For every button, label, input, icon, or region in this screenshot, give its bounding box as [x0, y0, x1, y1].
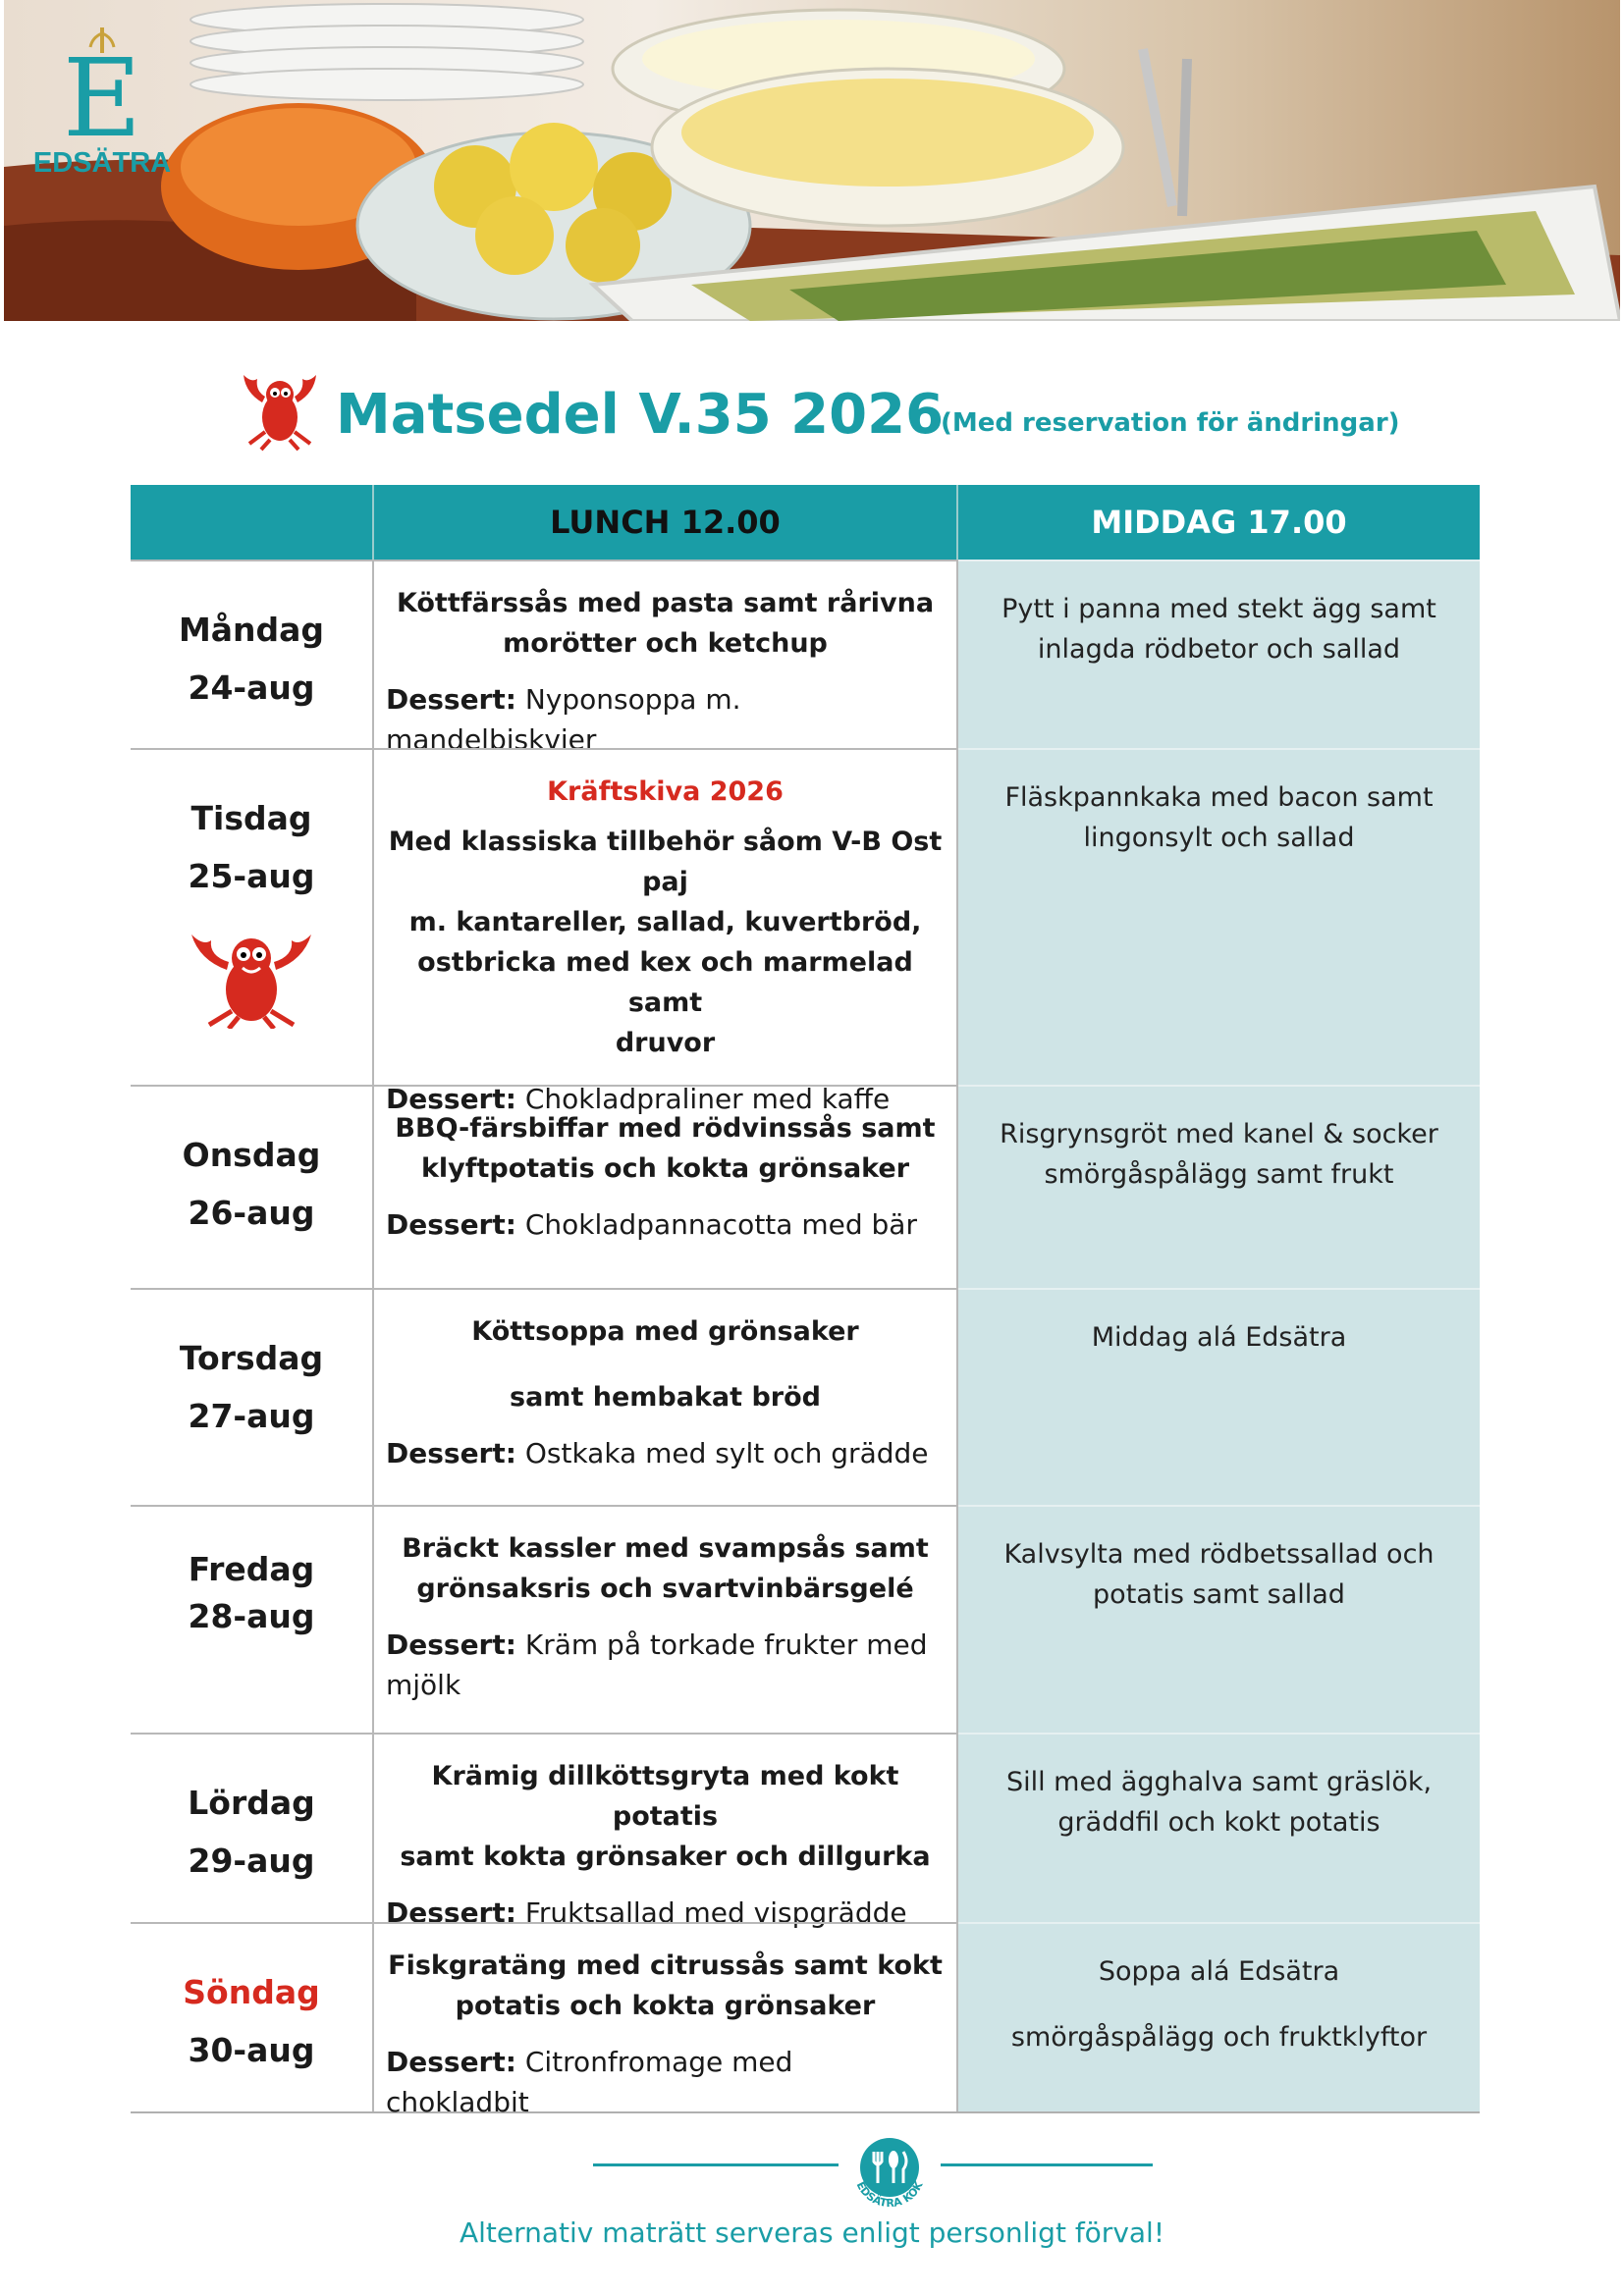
middag-line: Middag alá Edsätra	[1091, 1322, 1347, 1353]
day-date: 25-aug	[188, 857, 315, 895]
lobster-icon	[236, 363, 324, 452]
day-date: 27-aug	[188, 1397, 315, 1435]
middag-cell	[958, 1922, 1480, 2111]
dessert-text: Nyponsoppa m. mandelbiskvier	[386, 683, 741, 756]
lunch-cell	[374, 748, 958, 1115]
day-cell	[131, 560, 374, 748]
dessert-text: Fruktsallad med vispgrädde	[515, 1896, 907, 1929]
lunch-cell	[374, 1733, 958, 1929]
lunch-cell	[374, 1922, 958, 2118]
dessert-label: Dessert:	[386, 1629, 516, 1661]
day-name: Tisdag	[190, 799, 312, 837]
food-photo	[4, 0, 1620, 321]
lunch-dish-line: klyftpotatis och kokta grönsaker	[420, 1153, 910, 1184]
logo-initial: E	[62, 35, 142, 147]
menu-table	[131, 485, 1480, 2118]
day-date: 29-aug	[188, 1842, 315, 1880]
lunch-cell	[374, 1288, 958, 1505]
dessert-text: Citronfromage med chokladbit	[386, 2046, 793, 2118]
lunch-cell	[374, 1085, 958, 1288]
lunch-dish-line: Köttsoppa med grönsaker	[471, 1316, 859, 1347]
middag-cell	[958, 1085, 1480, 1288]
day-name: Fredag	[188, 1550, 315, 1588]
middag-line: Fläskpannkaka med bacon samt	[1004, 782, 1434, 813]
lunch-dish-line: druvor	[615, 1028, 716, 1058]
dessert	[386, 2042, 945, 2122]
lunch-cell	[374, 560, 958, 756]
day-cell	[131, 1288, 374, 1505]
day-date: 28-aug	[188, 1597, 315, 1635]
lunch-dish-line: Köttfärssås med pasta samt rårivna	[396, 588, 935, 618]
dessert-text: Chokladpannacotta med bär	[515, 1208, 917, 1241]
middag-line: Soppa alá Edsätra	[1098, 1956, 1340, 1987]
middag-line: Pytt i panna med stekt ägg samt	[1001, 594, 1436, 624]
day-name: Söndag	[183, 1973, 320, 2011]
page-title: Matsedel V.35 2026	[336, 383, 945, 447]
lunch-dish-line: Med klassiska tillbehör såom V-B Ost paj	[388, 827, 943, 897]
dessert-text: Ostkaka med sylt och grädde	[515, 1437, 929, 1469]
dessert-label: Dessert:	[386, 1083, 516, 1115]
dessert-label: Dessert:	[386, 1896, 516, 1929]
dessert-label: Dessert:	[386, 2046, 516, 2078]
middag-line: Kalvsylta med rödbetssallad och	[1003, 1539, 1435, 1570]
day-cell	[131, 1085, 374, 1288]
middag-line: smörgåspålägg samt frukt	[1044, 1159, 1394, 1190]
dessert	[386, 1625, 945, 1705]
lunch-dish-line: m. kantareller, sallad, kuvertbröd,	[408, 907, 922, 937]
lunch-dish-line: potatis och kokta grönsaker	[455, 1991, 876, 2021]
badge-text: EDSÄTRA KÖK	[853, 2179, 926, 2211]
header-middag: MIDDAG 17.00	[958, 485, 1480, 560]
day-cell	[131, 1505, 374, 1733]
title-row	[236, 358, 1512, 456]
middag-line: smörgåspålägg och fruktklyftor	[1010, 2022, 1428, 2053]
header-lunch: LUNCH 12.00	[374, 485, 958, 560]
middag-line: lingonsylt och sallad	[1083, 823, 1355, 853]
dessert-text: Chokladpraliner med kaffe	[515, 1083, 891, 1115]
event-title: Kräftskiva 2026	[547, 776, 784, 807]
lunch-dish-line: Bräckt kassler med svampsås samt	[402, 1533, 929, 1564]
day-date: 30-aug	[188, 2031, 315, 2069]
day-name: Torsdag	[179, 1339, 324, 1377]
middag-cell	[958, 1733, 1480, 1922]
day-date: 26-aug	[188, 1194, 315, 1232]
lunch-dish-line: ostbricka med kex och marmelad samt	[417, 947, 913, 1018]
lunch-dish-line: Krämig dillköttsgryta med kokt potatis	[431, 1761, 899, 1832]
lunch-dish-line: grönsaksris och svartvinbärsgelé	[416, 1574, 914, 1604]
logo-mark-icon	[24, 20, 181, 147]
day-date: 24-aug	[188, 668, 315, 707]
middag-line: inlagda rödbetor och sallad	[1037, 634, 1401, 665]
header-banner	[4, 0, 1620, 321]
day-name: Måndag	[178, 611, 325, 649]
lunch-dish-line: Fiskgratäng med citrussås samt kokt	[388, 1950, 943, 1981]
lunch-dish-line: samt hembakat bröd	[510, 1382, 821, 1413]
lobster-icon	[178, 921, 325, 1029]
middag-line: Sill med ägghalva samt gräslök,	[1005, 1767, 1433, 1797]
lunch-dish-line: BBQ-färsbiffar med rödvinssås samt	[395, 1113, 936, 1144]
footer-divider	[941, 2163, 1153, 2166]
day-cell	[131, 1733, 374, 1922]
lunch-cell	[374, 1505, 958, 1733]
day-name: Lördag	[188, 1784, 315, 1822]
dessert	[386, 1433, 945, 1473]
dessert-label: Dessert:	[386, 1437, 516, 1469]
middag-cell	[958, 560, 1480, 748]
day-cell	[131, 1922, 374, 2111]
footer-note: Alternativ maträtt serveras enligt personligt förval!	[459, 2216, 1165, 2249]
middag-cell	[958, 1505, 1480, 1733]
edsatra-logo	[24, 20, 181, 191]
dessert-label: Dessert:	[386, 683, 516, 716]
brand-name: EDSÄTRA	[32, 147, 172, 179]
dessert-text: Kräm på torkade frukter med mjölk	[386, 1629, 928, 1701]
header-day-col	[131, 485, 374, 560]
lunch-dish-line: morötter och ketchup	[503, 628, 828, 659]
edsatra-kok-badge	[842, 2122, 937, 2216]
middag-line: gräddfil och kokt potatis	[1057, 1807, 1380, 1838]
day-name: Onsdag	[182, 1136, 321, 1174]
middag-line: potatis samt sallad	[1093, 1579, 1345, 1610]
dessert	[386, 1204, 945, 1245]
dessert-label: Dessert:	[386, 1208, 516, 1241]
day-cell	[131, 748, 374, 1085]
spoon-icon	[889, 2151, 898, 2168]
footer-divider	[593, 2163, 839, 2166]
middag-line: Risgrynsgröt med kanel & socker	[1000, 1119, 1438, 1149]
lunch-dish-line: samt kokta grönsaker och dillgurka	[400, 1842, 931, 1872]
title-note: (Med reservation för ändringar)	[941, 408, 1400, 438]
middag-cell	[958, 748, 1480, 1085]
middag-cell	[958, 1288, 1480, 1505]
